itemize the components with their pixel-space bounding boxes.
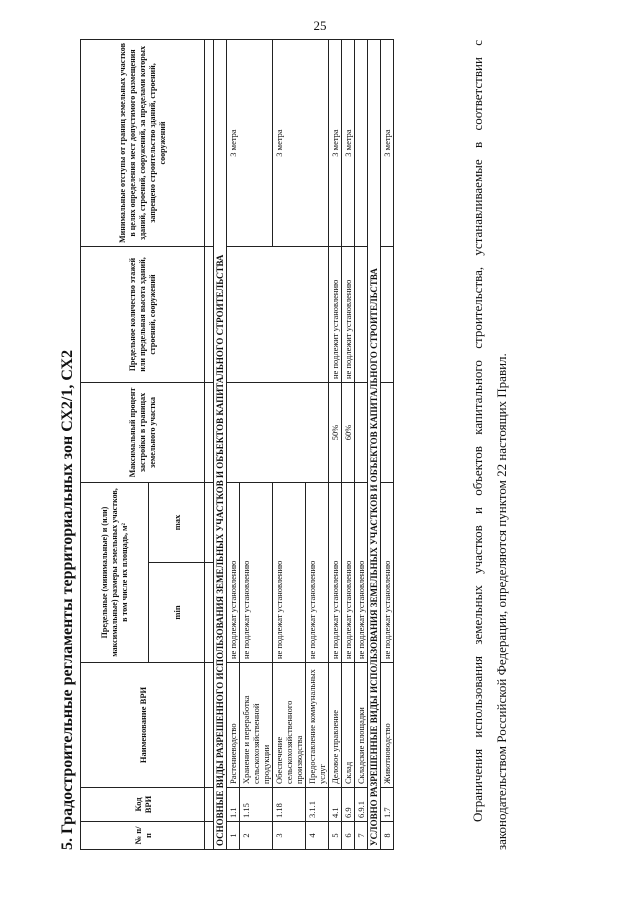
row-code: 1.15: [240, 788, 273, 822]
row-percent: 50%: [329, 383, 342, 483]
row-name: Растениеводство: [227, 663, 240, 788]
row-name: Деловое управление: [329, 663, 342, 788]
section-title: 5. Градостроительные регламенты территориальных зон СХ2/1, СХ2: [59, 349, 76, 850]
table-row: [381, 40, 394, 850]
row-num: 1: [227, 822, 240, 850]
row-size: не подлежат установлению: [240, 483, 273, 663]
row-floors: [227, 247, 329, 383]
section-conditional: УСЛОВНО РАЗРЕШЕННЫЕ ВИДЫ ИСПОЛЬЗОВАНИЯ ЗЕМЕЛЬНЫХ УЧАСТКОВ И ОБЪЕКТОВ КАПИТАЛЬНОГО СТРОИТЕЛЬСТВА: [368, 40, 381, 850]
row-code: 6.9: [342, 788, 355, 822]
row-num: 5: [329, 822, 342, 850]
row-code: 1.18: [273, 788, 306, 822]
row-name: Хранение и переработка сельскохозяйственной продукции: [240, 663, 273, 788]
header-num: № п/п: [81, 822, 205, 850]
row-setback: 3 метра: [329, 40, 342, 247]
row-name: Склад: [342, 663, 355, 788]
table-row: [227, 40, 240, 850]
row-setback: 3 метра: [227, 40, 273, 247]
row-num: 7: [355, 822, 368, 850]
restrictions-paragraph: Ограничения использования земельных участков и объектов капитального строительства, устанавливаемые в соответствии с законодательством Российской Федерации, определяются пунктом 22 настоящих Правил.: [470, 40, 509, 850]
row-code: 1.7: [381, 788, 394, 822]
table-row: [329, 40, 342, 850]
row-floors: [355, 247, 368, 383]
row-percent: [381, 383, 394, 483]
row-num: 4: [306, 822, 329, 850]
row-size: не подлежат установлению: [329, 483, 342, 663]
row-size: не подлежат установлению: [342, 483, 355, 663]
row-size: не подлежат установлению: [355, 483, 368, 663]
rotated-content: [58, 40, 588, 850]
row-num: 3: [273, 822, 306, 850]
row-floors: не подлежит установлению: [342, 247, 355, 383]
row-code: 1.1: [227, 788, 240, 822]
row-name: Животноводство: [381, 663, 394, 788]
header-code: Код ВРИ: [81, 788, 205, 822]
row-setback: 3 метра: [381, 40, 394, 247]
header-size: Предельные (минимальные) и (или) максимальные) размеры земельных участков, в том числе их площадь, м²: [81, 483, 149, 663]
row-size: не подлежат установлению: [273, 483, 306, 663]
section-main: ОСНОВНЫЕ ВИДЫ РАЗРЕШЕННОГО ИСПОЛЬЗОВАНИЯ ЗЕМЕЛЬНЫХ УЧАСТКОВ И ОБЪЕКТОВ КАПИТАЛЬНОГО СТРОИТЕЛЬСТВА: [214, 40, 227, 850]
row-percent: [227, 383, 329, 483]
row-setback: 3 метра: [342, 40, 355, 247]
row-code: 3.1.1: [306, 788, 329, 822]
row-num: 8: [381, 822, 394, 850]
row-num: 6: [342, 822, 355, 850]
row-name: Обеспечение сельскохозяйственного производства: [273, 663, 306, 788]
header-floors: Предельное количество этажей или предельная высота зданий, строений, сооружений: [81, 247, 205, 383]
header-setback: Минимальные отступы от границ земельных участков в целях определения мест допустимого размещения зданий, строений, сооружений, за пределами которых запрещено строительство зданий, строений, сооружений: [81, 40, 205, 247]
row-setback: [355, 40, 368, 247]
row-floors: не подлежит установлению: [329, 247, 342, 383]
header-percent: Максимальный процент застройки в границах земельного участка: [81, 383, 205, 483]
header-name: Наименование ВРИ: [81, 663, 205, 788]
row-name: Складские площадки: [355, 663, 368, 788]
header-min: min: [149, 563, 205, 663]
header-max: max: [149, 483, 205, 563]
table-row: [355, 40, 368, 850]
section-main-row: [214, 40, 227, 850]
row-code: 4.1: [329, 788, 342, 822]
row-floors: [381, 247, 394, 383]
row-percent: 60%: [342, 383, 355, 483]
table-row: [342, 40, 355, 850]
row-size: не подлежат установлению: [381, 483, 394, 663]
section-conditional-row: [368, 40, 381, 850]
row-setback: 3 метра: [273, 40, 329, 247]
row-size: не подлежат установлению: [227, 483, 240, 663]
column-numbers-row: [205, 40, 214, 850]
row-code: 6.9.1: [355, 788, 368, 822]
row-size: не подлежат установлению: [306, 483, 329, 663]
row-percent: [355, 383, 368, 483]
page-number: 25: [313, 18, 327, 33]
row-name: Предоставление коммунальных услуг: [306, 663, 329, 788]
regulations-table: [80, 39, 394, 850]
row-num: 2: [240, 822, 273, 850]
